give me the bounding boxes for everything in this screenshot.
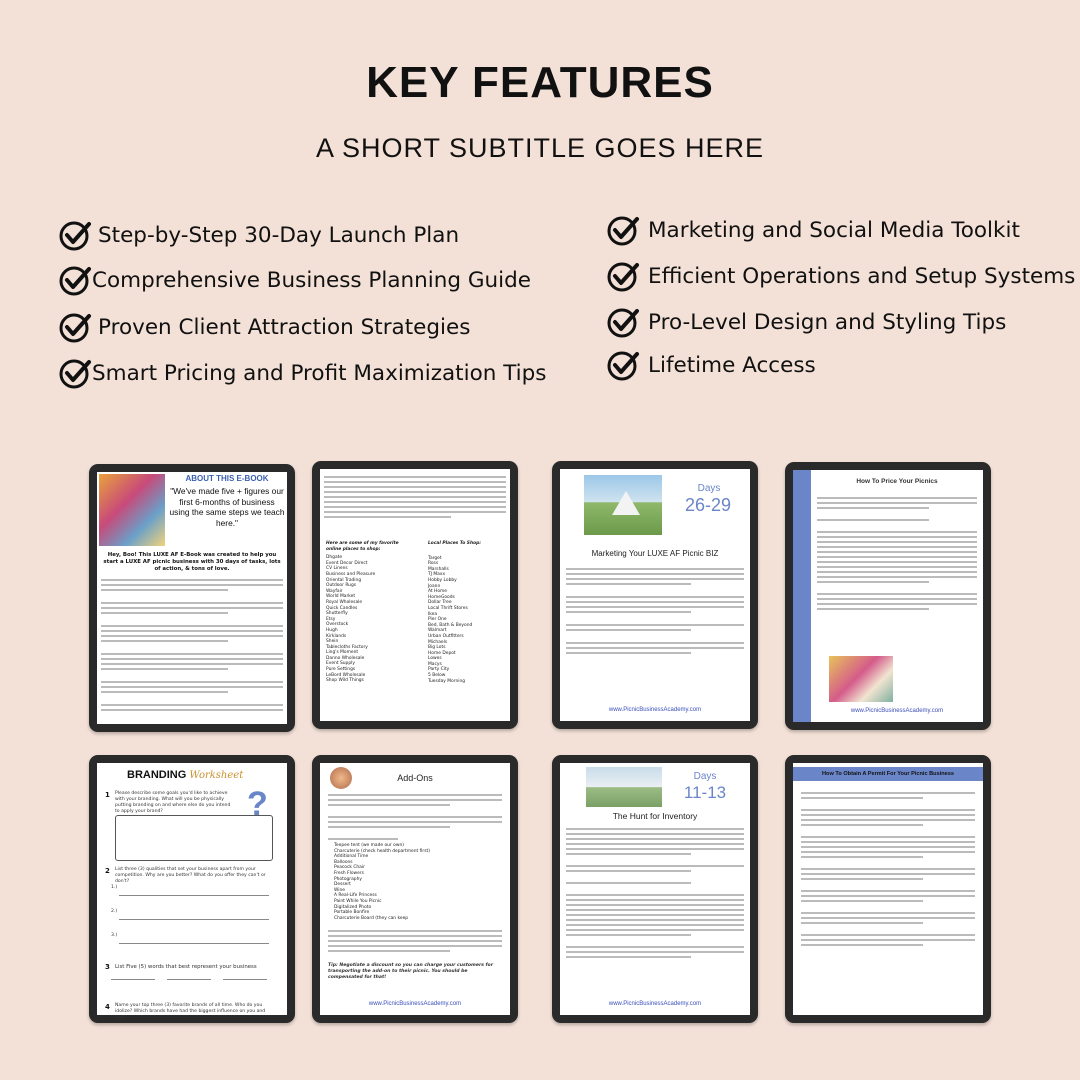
section-title: Add-Ons	[397, 773, 433, 783]
website-url: www.PicnicBusinessAcademy.com	[608, 1001, 702, 1007]
feature-item	[58, 356, 546, 390]
online-shops-list: Here are some of my favorite online places to shop: Dhgate Event Decor Direct CV Linens Business and Pleasure Oriental Trading Outdoor Rugs Wayfair World Market Royal Wholesale Quick Candles Shutterfly Etsy Overstock Hugh Kirklands Shein Tablecloths Factory Ling's Moment Danno Wholesale Event Supply Pure Settings LeBord Wholesale Shop Wild Things	[326, 541, 399, 684]
question-text: List three (3) qualities that set your business apart from your competition. Why are you better? What do you offer they can't or don't?	[115, 867, 266, 884]
question-text: Please describe some goals you'd like to achieve with your branding. What will you be physically putting branding on and where else do you intend to apply your brand?	[115, 791, 231, 814]
accent-band	[793, 470, 811, 722]
section-title: The Hunt for Inventory	[612, 811, 698, 821]
feature-item	[606, 305, 1006, 339]
feature-item	[58, 263, 531, 297]
pricing-body-text	[817, 494, 977, 613]
tablet-preview-shopping	[312, 461, 518, 729]
tablet-preview-about	[89, 464, 295, 732]
ebook-body-text	[101, 576, 283, 714]
answer-box[interactable]	[115, 815, 273, 861]
shopping-intro-text	[324, 473, 506, 521]
tip-text: Tip: Negotiate a discount so you can charge your customers for transporting the add-on to their picnic. You should be compensated for that!	[328, 963, 493, 980]
feature-label: Smart Pricing and Profit Maximization Tips	[92, 360, 547, 386]
feature-item	[58, 310, 470, 344]
tablet-preview-permit	[785, 755, 991, 1023]
answer-line[interactable]	[111, 979, 155, 980]
tablet-preview-branding	[89, 755, 295, 1023]
picnic-photo	[99, 474, 165, 546]
days-label: Days	[693, 771, 717, 782]
marketing-body-text	[566, 565, 744, 657]
tablet-preview-pricing	[785, 462, 991, 730]
tablet-preview-inventory	[552, 755, 758, 1023]
picnic-tent-photo	[584, 475, 662, 535]
ebook-intro: Hey, Boo! This LUXE AF E-Book was created to help you start a LUXE AF picnic business with 30 days of tasks, lots of action, & tons of love.	[103, 552, 281, 572]
days-range: 26-29	[684, 495, 732, 515]
ebook-quote: "We've made five + figures our first 6-months of business using the same steps we teach here."	[169, 486, 285, 528]
feature-label: Step-by-Step 30-Day Launch Plan	[98, 222, 460, 248]
permit-body-text	[801, 789, 975, 949]
check-circle-icon	[606, 348, 640, 382]
section-title: How To Obtain A Permit For Your Picnic Business	[822, 771, 954, 777]
website-url: www.PicnicBusinessAcademy.com	[850, 708, 944, 714]
feature-label: Proven Client Attraction Strategies	[98, 314, 471, 340]
question-number: 1	[105, 791, 110, 799]
feature-label: Marketing and Social Media Toolkit	[648, 217, 1020, 243]
tablet-preview-marketing	[552, 461, 758, 729]
addons-intro-text	[328, 791, 502, 843]
worksheet-title: BRANDING Worksheet	[127, 769, 244, 781]
website-url: www.PicnicBusinessAcademy.com	[608, 707, 702, 713]
blank-label: 3.)	[111, 933, 118, 938]
blank-label: 2.)	[111, 909, 118, 914]
feature-item	[606, 213, 1020, 247]
question-number: 3	[105, 963, 110, 971]
check-circle-icon	[58, 356, 92, 390]
blank-label: 1.)	[111, 885, 118, 890]
page-subtitle: A SHORT SUBTITLE GOES HERE	[315, 133, 765, 163]
question-mark-icon: ?	[247, 785, 268, 823]
answer-line[interactable]	[119, 895, 269, 896]
feature-item	[606, 348, 816, 382]
answer-line[interactable]	[223, 979, 267, 980]
check-circle-icon	[606, 305, 640, 339]
check-circle-icon	[58, 310, 92, 344]
section-title: How To Price Your Picnics	[856, 478, 938, 485]
question-number: 4	[105, 1003, 110, 1011]
addons-list: Teepee tent (we made our own) Charcuterie (check health department first) Additional Time Balloons Peacock Chair Fresh Flowers Photography Dessert Wine A Real-Life Princess Paint While You Picnic Digitalized Photo Portable Bonfire Charcuterie Board (they can keep	[334, 843, 430, 921]
check-circle-icon	[606, 213, 640, 247]
section-title: Marketing Your LUXE AF Picnic BIZ	[591, 549, 719, 558]
feature-label: Efficient Operations and Setup Systems	[648, 263, 1076, 289]
tablet-preview-addons	[312, 755, 518, 1023]
feature-item	[58, 218, 459, 252]
check-circle-icon	[58, 263, 92, 297]
check-circle-icon	[58, 218, 92, 252]
picnic-photo	[829, 656, 893, 702]
picnic-setup-photo	[586, 767, 662, 807]
question-number: 2	[105, 867, 110, 875]
days-label: Days	[697, 483, 721, 494]
website-url: www.PicnicBusinessAcademy.com	[368, 1001, 462, 1007]
feature-label: Lifetime Access	[648, 352, 816, 378]
days-range: 11-13	[683, 783, 727, 802]
question-text: Name your top three (3) favorite brands of all time. Who do you idolize? Which brands have had the biggest influence on you and your	[115, 1003, 266, 1020]
question-text: List Five (5) words that best represent your business	[115, 964, 257, 970]
addons-body-text	[328, 927, 502, 955]
feature-label: Comprehensive Business Planning Guide	[92, 267, 532, 293]
page-title: KEY FEATURES	[366, 58, 714, 107]
feature-item	[606, 259, 1075, 293]
answer-line[interactable]	[167, 979, 211, 980]
answer-line[interactable]	[119, 943, 269, 944]
ebook-heading: ABOUT THIS E-BOOK	[185, 474, 269, 483]
inventory-body-text	[566, 825, 744, 961]
check-circle-icon	[606, 259, 640, 293]
answer-line[interactable]	[119, 919, 269, 920]
feature-label: Pro-Level Design and Styling Tips	[648, 309, 1007, 335]
local-shops-list: Local Places To Shop: Target Ross Marshalls TJ Maxx Hobby Lobby Joann At Home HomeGoods Dollar Tree Local Thrift Stores Ikea Pier One Bed, Bath & Beyond Walmart Urban Outfitters Michaels Big Lots Home Depot Lowes Macys Party City 5 Below Tuesday Morning	[428, 541, 481, 684]
